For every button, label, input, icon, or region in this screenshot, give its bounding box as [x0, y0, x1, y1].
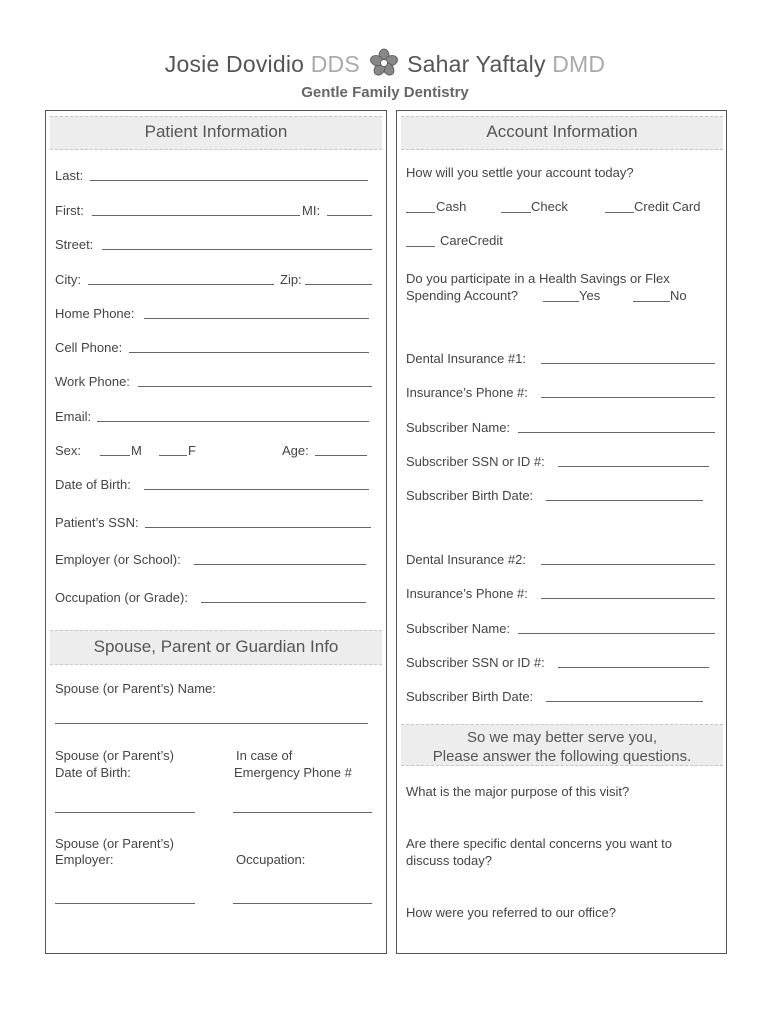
email-field[interactable]: [97, 421, 369, 422]
spouse-dob-label-2: Date of Birth:: [55, 765, 131, 780]
patient-info-heading: [50, 116, 382, 150]
credit-card-label: Credit Card: [634, 199, 701, 214]
subscriber-2-dob-label: Subscriber Birth Date:: [406, 689, 534, 704]
account-info-heading: [401, 116, 723, 150]
employer-field[interactable]: [194, 564, 366, 565]
insurance-2-label: Dental Insurance #2:: [406, 552, 526, 567]
subscriber-1-ssn-field[interactable]: [558, 466, 709, 467]
emergency-phone-label-1: In case of: [236, 748, 293, 763]
dentists-line: [0, 48, 770, 78]
sex-female-label: F: [188, 443, 196, 458]
spouse-employer-label-2: Employer:: [55, 852, 114, 867]
check-field[interactable]: [501, 212, 531, 213]
subscriber-1-ssn-label: Subscriber SSN or ID #:: [406, 454, 545, 469]
subscriber-1-dob-field[interactable]: [546, 500, 703, 501]
spouse-employer-field[interactable]: [55, 903, 195, 904]
insurance-2-phone-label: Insurance’s Phone #:: [406, 586, 528, 601]
spouse-name-label: Spouse (or Parent’s) Name:: [55, 681, 216, 696]
subscriber-2-dob-field[interactable]: [546, 701, 703, 702]
dental-concerns-question-2: discuss today?: [406, 853, 492, 868]
cash-field[interactable]: [406, 212, 435, 213]
spouse-dob-label-1: Spouse (or Parent’s): [55, 748, 174, 763]
zip-field[interactable]: [305, 284, 372, 285]
flower-logo-icon: [369, 48, 399, 78]
hsa-yes-field[interactable]: [543, 301, 579, 302]
dentist-2-credential: DMD: [552, 51, 606, 77]
street-field[interactable]: [102, 249, 372, 250]
spouse-occupation-label: Occupation:: [236, 852, 306, 867]
cell-phone-label: Cell Phone:: [55, 340, 123, 355]
employer-label: Employer (or School):: [55, 552, 181, 567]
subscriber-1-name-field[interactable]: [518, 432, 715, 433]
hsa-question-2: Spending Account?: [406, 288, 519, 303]
insurance-2-field[interactable]: [541, 564, 715, 565]
emergency-phone-label-2: Emergency Phone #: [234, 765, 352, 780]
occupation-label: Occupation (or Grade):: [55, 590, 188, 605]
settle-question: How will you settle your account today?: [406, 165, 634, 180]
spouse-info-heading: [50, 630, 382, 665]
dentist-2-name: Sahar Yaftaly: [407, 51, 546, 77]
carecredit-label: CareCredit: [440, 233, 503, 248]
dob-label: Date of Birth:: [55, 477, 131, 492]
cash-label: Cash: [436, 199, 467, 214]
patient-panel: [45, 110, 387, 954]
spouse-occupation-field[interactable]: [233, 903, 372, 904]
subscriber-1-dob-label: Subscriber Birth Date:: [406, 488, 534, 503]
age-label: Age:: [282, 443, 309, 458]
last-name-label: Last:: [55, 168, 84, 183]
ssn-label: Patient’s SSN:: [55, 515, 139, 530]
sex-label: Sex:: [55, 443, 82, 458]
visit-purpose-question: What is the major purpose of this visit?: [406, 784, 630, 799]
insurance-1-phone-label: Insurance’s Phone #:: [406, 385, 528, 400]
insurance-1-label: Dental Insurance #1:: [406, 351, 526, 366]
first-name-field[interactable]: [92, 215, 300, 216]
subscriber-2-ssn-field[interactable]: [558, 667, 709, 668]
patient-info-title: Patient Information: [144, 122, 288, 141]
dob-field[interactable]: [144, 489, 369, 490]
page-header: [0, 48, 770, 101]
subscriber-2-name-field[interactable]: [518, 633, 715, 634]
account-info-title: Account Information: [486, 122, 638, 141]
last-name-field[interactable]: [90, 180, 368, 181]
dental-concerns-question-1: Are there specific dental concerns you want to: [406, 836, 672, 851]
hsa-yes-label: Yes: [579, 288, 601, 303]
cell-phone-field[interactable]: [129, 352, 369, 353]
dentist-1-name: Josie Dovidio: [164, 51, 305, 77]
sex-male-field[interactable]: [100, 455, 130, 456]
emergency-phone-field[interactable]: [233, 812, 372, 813]
spouse-dob-field[interactable]: [55, 812, 195, 813]
carecredit-field[interactable]: [406, 246, 435, 247]
check-label: Check: [531, 199, 568, 214]
mi-field[interactable]: [327, 215, 372, 216]
hsa-no-label: No: [670, 288, 687, 303]
age-field[interactable]: [315, 455, 367, 456]
hsa-question-1: Do you participate in a Health Savings or Flex: [406, 271, 670, 286]
spouse-info-title: Spouse, Parent or Guardian Info: [93, 637, 339, 656]
insurance-1-field[interactable]: [541, 363, 715, 364]
questions-title-line-2: Please answer the following questions.: [432, 748, 692, 765]
work-phone-label: Work Phone:: [55, 374, 130, 389]
referral-question: How were you referred to our office?: [406, 905, 617, 920]
questions-title-line-1: So we may better serve you,: [466, 729, 658, 746]
hsa-no-field[interactable]: [633, 301, 670, 302]
practice-name: Gentle Family Dentistry: [301, 84, 469, 101]
home-phone-label: Home Phone:: [55, 306, 135, 321]
credit-card-field[interactable]: [605, 212, 634, 213]
ssn-field[interactable]: [145, 527, 371, 528]
insurance-2-phone-field[interactable]: [541, 598, 715, 599]
insurance-1-phone-field[interactable]: [541, 397, 715, 398]
sex-female-field[interactable]: [159, 455, 187, 456]
dentist-1-credential: DDS: [310, 51, 360, 77]
email-label: Email:: [55, 409, 92, 424]
first-name-label: First:: [55, 203, 84, 218]
city-label: City:: [55, 272, 81, 287]
spouse-employer-label-1: Spouse (or Parent’s): [55, 836, 174, 851]
subscriber-2-ssn-label: Subscriber SSN or ID #:: [406, 655, 545, 670]
subscriber-2-name-label: Subscriber Name:: [406, 621, 511, 636]
occupation-field[interactable]: [201, 602, 366, 603]
street-label: Street:: [55, 237, 94, 252]
home-phone-field[interactable]: [144, 318, 369, 319]
zip-label: Zip:: [280, 272, 302, 287]
sex-male-label: M: [131, 443, 142, 458]
spouse-name-field[interactable]: [55, 723, 368, 724]
work-phone-field[interactable]: [138, 386, 372, 387]
mi-label: MI:: [302, 203, 321, 218]
city-field[interactable]: [88, 284, 274, 285]
questions-heading: [401, 724, 723, 766]
subscriber-1-name-label: Subscriber Name:: [406, 420, 511, 435]
